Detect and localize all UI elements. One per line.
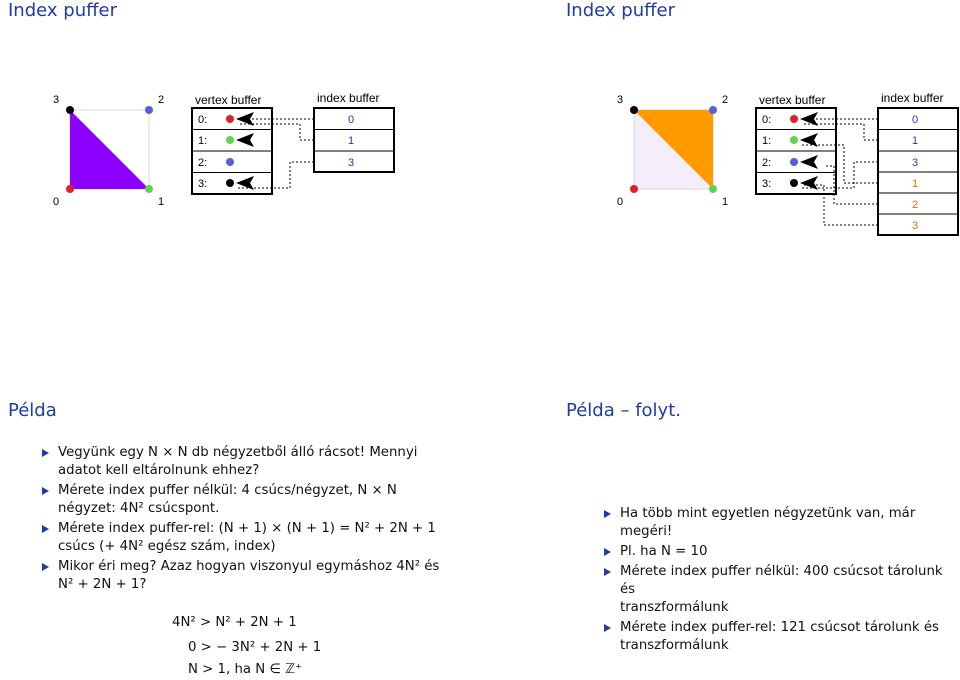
bullet-triangle-icon bbox=[604, 548, 611, 556]
bullet-triangle-icon bbox=[42, 525, 49, 533]
vb-row-label-1: 1: bbox=[198, 135, 208, 147]
vertex-dot-0 bbox=[630, 185, 638, 193]
vertex-dot-2 bbox=[145, 106, 153, 114]
index-buffer-header: index buffer bbox=[881, 91, 944, 105]
ib-value-2: 3 bbox=[348, 157, 355, 169]
list-item: Mérete index puffer-rel: 121 csúcsot tárolunk és transzformálunk bbox=[602, 619, 957, 655]
slide-index-puffer-1 bbox=[0, 0, 480, 340]
vertex-buffer-table bbox=[192, 108, 272, 194]
vb-row-label-3: 3: bbox=[762, 178, 772, 190]
vb-dot-0 bbox=[790, 115, 798, 123]
vb-dot-2 bbox=[790, 158, 798, 166]
vertex-dot-0 bbox=[66, 185, 74, 193]
bullet-list bbox=[40, 444, 470, 596]
list-item: Mérete index puffer nélkül: 4 csúcs/négyzet, N × N négyzet: 4N² csúcspont. bbox=[40, 482, 470, 518]
list-item: Ha több mint egyetlen négyzetünk van, már megéri! bbox=[602, 505, 957, 541]
slide-title: Index puffer bbox=[566, 0, 675, 21]
index-buffer-header: index buffer bbox=[317, 91, 380, 105]
corner-label-2: 2 bbox=[722, 94, 729, 106]
vb-row-label-3: 3: bbox=[198, 178, 208, 190]
vb-dot-3 bbox=[226, 179, 234, 187]
vb-dot-0 bbox=[226, 115, 234, 123]
ib-value-0: 0 bbox=[348, 114, 355, 126]
vertex-buffer-header: vertex buffer bbox=[195, 93, 262, 107]
ib-value-4: 2 bbox=[912, 199, 919, 211]
vb-dot-3 bbox=[790, 179, 798, 187]
quad bbox=[53, 94, 164, 208]
slide-index-puffer-2 bbox=[480, 0, 960, 340]
vertex-buffer-header: vertex buffer bbox=[759, 93, 826, 107]
vb-dot-1 bbox=[790, 136, 798, 144]
vertex-dot-3 bbox=[66, 106, 74, 114]
quad bbox=[617, 94, 728, 208]
corner-label-3: 3 bbox=[617, 94, 624, 106]
bullet-triangle-icon bbox=[42, 563, 49, 571]
corner-label-2: 2 bbox=[158, 94, 165, 106]
vb-dot-1 bbox=[226, 136, 234, 144]
ib-value-3: 1 bbox=[912, 178, 919, 190]
bullet-triangle-icon bbox=[604, 568, 611, 576]
vb-row-label-2: 2: bbox=[198, 157, 208, 169]
vertex-dot-1 bbox=[709, 185, 717, 193]
ib-value-5: 3 bbox=[912, 220, 919, 232]
corner-label-1: 1 bbox=[722, 196, 729, 208]
vb-row-label-0: 0: bbox=[762, 114, 772, 126]
bullet-triangle-icon bbox=[604, 510, 611, 518]
vb-dot-2 bbox=[226, 158, 234, 166]
index-buffer-table bbox=[878, 108, 958, 235]
corner-label-1: 1 bbox=[158, 196, 165, 208]
ib-value-0: 0 bbox=[912, 114, 919, 126]
list-item: Mérete index puffer nélkül: 400 csúcsot tárolunk és transzformálunk bbox=[602, 563, 957, 617]
bullet-triangle-icon bbox=[42, 449, 49, 457]
vertex-dot-3 bbox=[630, 106, 638, 114]
bullet-triangle-icon bbox=[42, 487, 49, 495]
slide-pelda-folyt bbox=[480, 340, 960, 680]
slide-pelda bbox=[0, 340, 480, 680]
vb-row-label-1: 1: bbox=[762, 135, 772, 147]
corner-label-3: 3 bbox=[53, 94, 60, 106]
equation-2: 0 > − 3N² + 2N + 1 bbox=[188, 640, 322, 655]
list-item: Mikor éri meg? Azaz hogyan viszonyul egymáshoz 4N² és N² + 2N + 1? bbox=[40, 558, 470, 594]
ib-value-1: 1 bbox=[348, 135, 355, 147]
list-item: Vegyünk egy N × N db négyzetből álló rácsot! Mennyi adatot kell eltárolnunk ehhez? bbox=[40, 444, 470, 480]
list-item: Mérete index puffer-rel: (N + 1) × (N + 1) = N² + 2N + 1 csúcs (+ 4N² egész szám, index) bbox=[40, 520, 470, 556]
equation-1: 4N² > N² + 2N + 1 bbox=[172, 615, 297, 630]
vertex-dot-2 bbox=[709, 106, 717, 114]
slide-title: Index puffer bbox=[8, 0, 117, 21]
vertex-dot-1 bbox=[145, 185, 153, 193]
vertex-buffer-table bbox=[756, 108, 836, 194]
vb-row-label-2: 2: bbox=[762, 157, 772, 169]
index-buffer-diagram bbox=[0, 0, 480, 340]
corner-label-0: 0 bbox=[617, 196, 624, 208]
equation-3: N > 1, ha N ∈ ℤ⁺ bbox=[188, 662, 303, 677]
list-item: Pl. ha N = 10 bbox=[602, 543, 957, 561]
ib-value-2: 3 bbox=[912, 157, 919, 169]
corner-label-0: 0 bbox=[53, 196, 60, 208]
index-buffer-diagram bbox=[480, 0, 960, 340]
bullet-triangle-icon bbox=[604, 624, 611, 632]
bullet-list bbox=[602, 505, 957, 657]
slide-title: Példa bbox=[8, 400, 57, 421]
index-buffer-table bbox=[314, 108, 394, 172]
slide-title: Példa – folyt. bbox=[566, 400, 681, 421]
ib-value-1: 1 bbox=[912, 135, 919, 147]
vb-row-label-0: 0: bbox=[198, 114, 208, 126]
